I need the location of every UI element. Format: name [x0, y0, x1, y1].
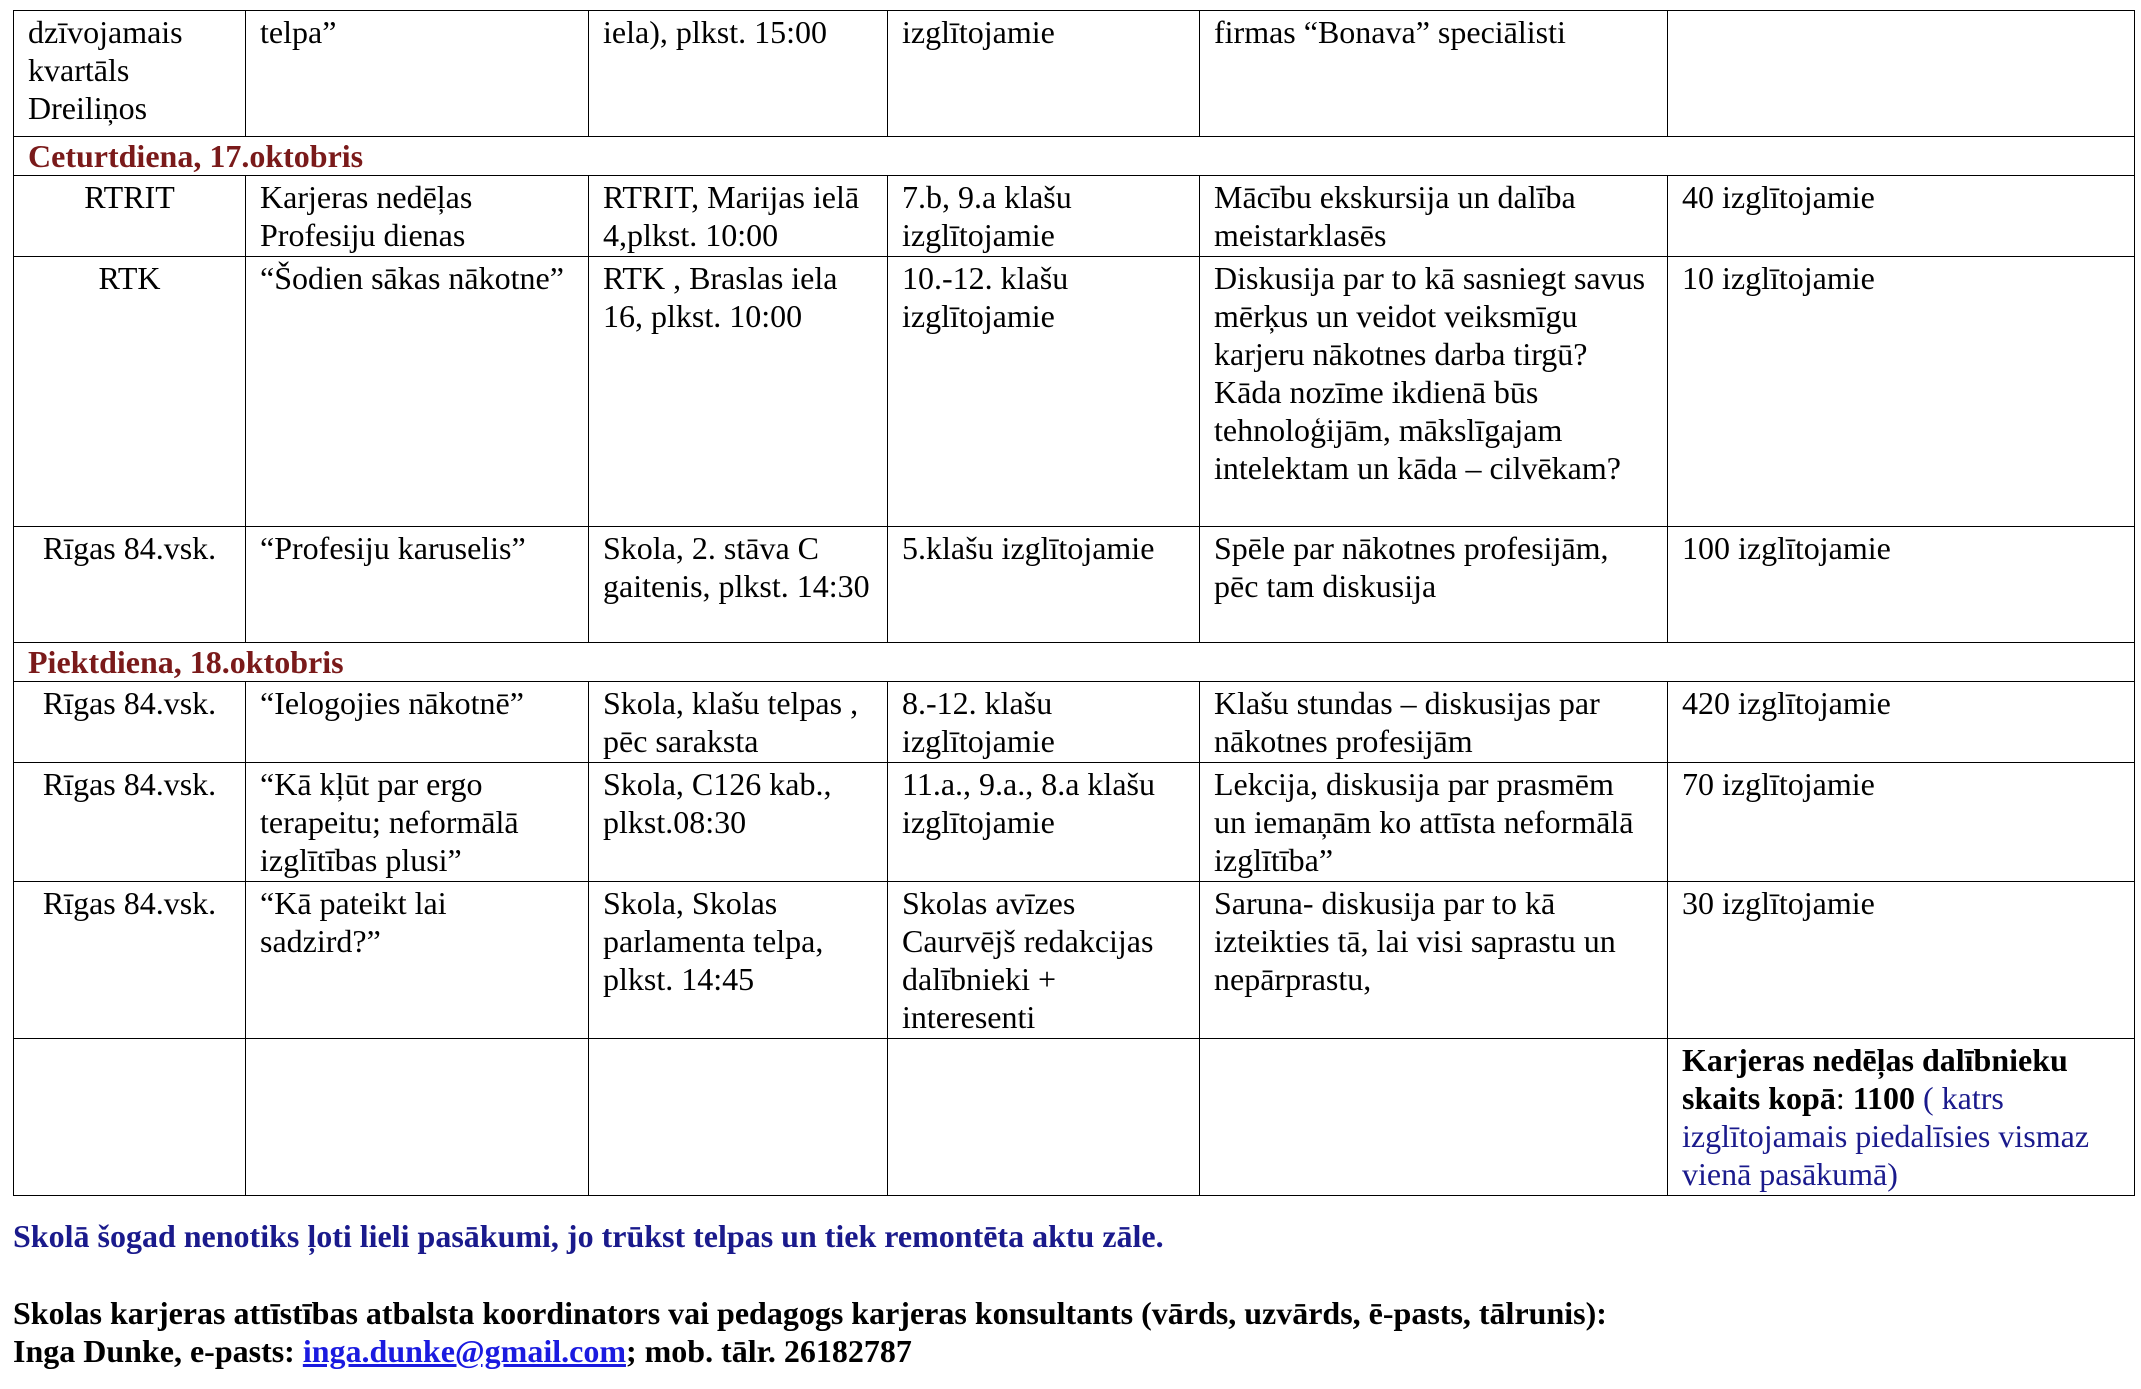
- organizer-cell: Rīgas 84.vsk.: [14, 682, 246, 763]
- school-note: Skolā šogad nenotiks ļoti lieli pasākumi, jo trūkst telpas un tiek remontēta aktu zāle.: [13, 1218, 1164, 1254]
- place-time-cell: Skola, klašu telpas , pēc saraksta: [589, 682, 888, 763]
- description-cell: Saruna- diskusija par to kā izteikties tā, lai visi saprastu un nepārprastu,: [1200, 882, 1668, 1039]
- schedule-body: [14, 11, 2135, 1196]
- place-time-cell: RTRIT, Marijas ielā 4,plkst. 10:00: [589, 176, 888, 257]
- participant-count-cell: [1668, 11, 2135, 137]
- description-cell: Diskusija par to kā sasniegt savus mērķus un veidot veiksmīgu karjeru nākotnes darba tirgū? Kāda nozīme ikdienā būs tehnoloģijām, mākslīgajam intelektam un kāda – cilvēkam?: [1200, 257, 1668, 527]
- participant-count-cell: 30 izglītojamie: [1668, 882, 2135, 1039]
- career-week-schedule-table: [13, 10, 2135, 1196]
- participant-count-cell: 100 izglītojamie: [1668, 527, 2135, 643]
- empty-cell: [246, 1039, 589, 1196]
- total-participants-cell: [1668, 1039, 2135, 1196]
- organizer-cell: dzīvojamais kvartāls Dreiliņos: [14, 11, 246, 137]
- participant-count-cell: 10 izglītojamie: [1668, 257, 2135, 527]
- event-title-cell: Karjeras nedēļas Profesiju dienas: [246, 176, 589, 257]
- place-time-cell: RTK , Braslas iela 16, plkst. 10:00: [589, 257, 888, 527]
- event-title-cell: “Ielogojies nākotnē”: [246, 682, 589, 763]
- total-colon: :: [1835, 1080, 1853, 1116]
- place-time-cell: Skola, 2. stāva C gaitenis, plkst. 14:30: [589, 527, 888, 643]
- coordinator-label: Skolas karjeras attīstības atbalsta koordinators vai pedagogs karjeras konsultants (vārds, uzvārds, ē-pasts, tālrunis):: [13, 1295, 1607, 1331]
- day-header-thursday: Ceturtdiena, 17.oktobris: [14, 137, 2135, 176]
- event-title-cell: “Kā pateikt lai sadzird?”: [246, 882, 589, 1039]
- organizer-cell: Rīgas 84.vsk.: [14, 882, 246, 1039]
- table-row: [14, 176, 2135, 257]
- organizer-cell: RTRIT: [14, 176, 246, 257]
- table-row: [14, 882, 2135, 1039]
- audience-cell: 7.b, 9.a klašu izglītojamie: [888, 176, 1200, 257]
- organizer-cell: Rīgas 84.vsk.: [14, 763, 246, 882]
- total-value: 1100: [1852, 1080, 1915, 1116]
- event-title-cell: “Kā kļūt par ergo terapeitu; neformālā izglītības plusi”: [246, 763, 589, 882]
- description-cell: firmas “Bonava” speciālisti: [1200, 11, 1668, 137]
- description-cell: Klašu stundas – diskusijas par nākotnes profesijām: [1200, 682, 1668, 763]
- table-row: [14, 763, 2135, 882]
- audience-cell: 11.a., 9.a., 8.a klašu izglītojamie: [888, 763, 1200, 882]
- description-cell: Spēle par nākotnes profesijām, pēc tam diskusija: [1200, 527, 1668, 643]
- empty-cell: [1200, 1039, 1668, 1196]
- participant-count-cell: 420 izglītojamie: [1668, 682, 2135, 763]
- event-title-cell: telpa”: [246, 11, 589, 137]
- total-row: [14, 1039, 2135, 1196]
- coordinator-name: Inga Dunke, e-pasts:: [13, 1333, 303, 1369]
- audience-cell: 10.-12. klašu izglītojamie: [888, 257, 1200, 527]
- audience-cell: izglītojamie: [888, 11, 1200, 137]
- coordinator-email-link[interactable]: inga.dunke@gmail.com: [302, 1333, 626, 1369]
- description-cell: Lekcija, diskusija par prasmēm un iemaņām ko attīsta neformālā izglītība”: [1200, 763, 1668, 882]
- total-label: Karjeras nedēļas dalībnieku skaits kopā: [1682, 1042, 2068, 1116]
- audience-cell: Skolas avīzes Caurvējš redakcijas dalībnieki + interesenti: [888, 882, 1200, 1039]
- table-row: [14, 682, 2135, 763]
- total-note: ( katrs izglītojamais piedalīsies vismaz vienā pasākumā): [1682, 1080, 2090, 1192]
- empty-cell: [888, 1039, 1200, 1196]
- event-title-cell: “Profesiju karuselis”: [246, 527, 589, 643]
- empty-cell: [14, 1039, 246, 1196]
- empty-cell: [589, 1039, 888, 1196]
- table-row: [14, 11, 2135, 137]
- table-row: [14, 257, 2135, 527]
- participant-count-cell: 70 izglītojamie: [1668, 763, 2135, 882]
- audience-cell: 8.-12. klašu izglītojamie: [888, 682, 1200, 763]
- participant-count-cell: 40 izglītojamie: [1668, 176, 2135, 257]
- coordinator-contact: [13, 1333, 912, 1370]
- day-header-row: [14, 643, 2135, 682]
- place-time-cell: Skola, Skolas parlamenta telpa, plkst. 14:45: [589, 882, 888, 1039]
- table-row: [14, 527, 2135, 643]
- place-time-cell: Skola, C126 kab., plkst.08:30: [589, 763, 888, 882]
- organizer-cell: RTK: [14, 257, 246, 527]
- place-time-cell: iela), plkst. 15:00: [589, 11, 888, 137]
- day-header-friday: Piektdiena, 18.oktobris: [14, 643, 2135, 682]
- organizer-cell: Rīgas 84.vsk.: [14, 527, 246, 643]
- coordinator-phone: ; mob. tālr. 26182787: [625, 1333, 912, 1369]
- event-title-cell: “Šodien sākas nākotne”: [246, 257, 589, 527]
- audience-cell: 5.klašu izglītojamie: [888, 527, 1200, 643]
- day-header-row: [14, 137, 2135, 176]
- description-cell: Mācību ekskursija un dalība meistarklasēs: [1200, 176, 1668, 257]
